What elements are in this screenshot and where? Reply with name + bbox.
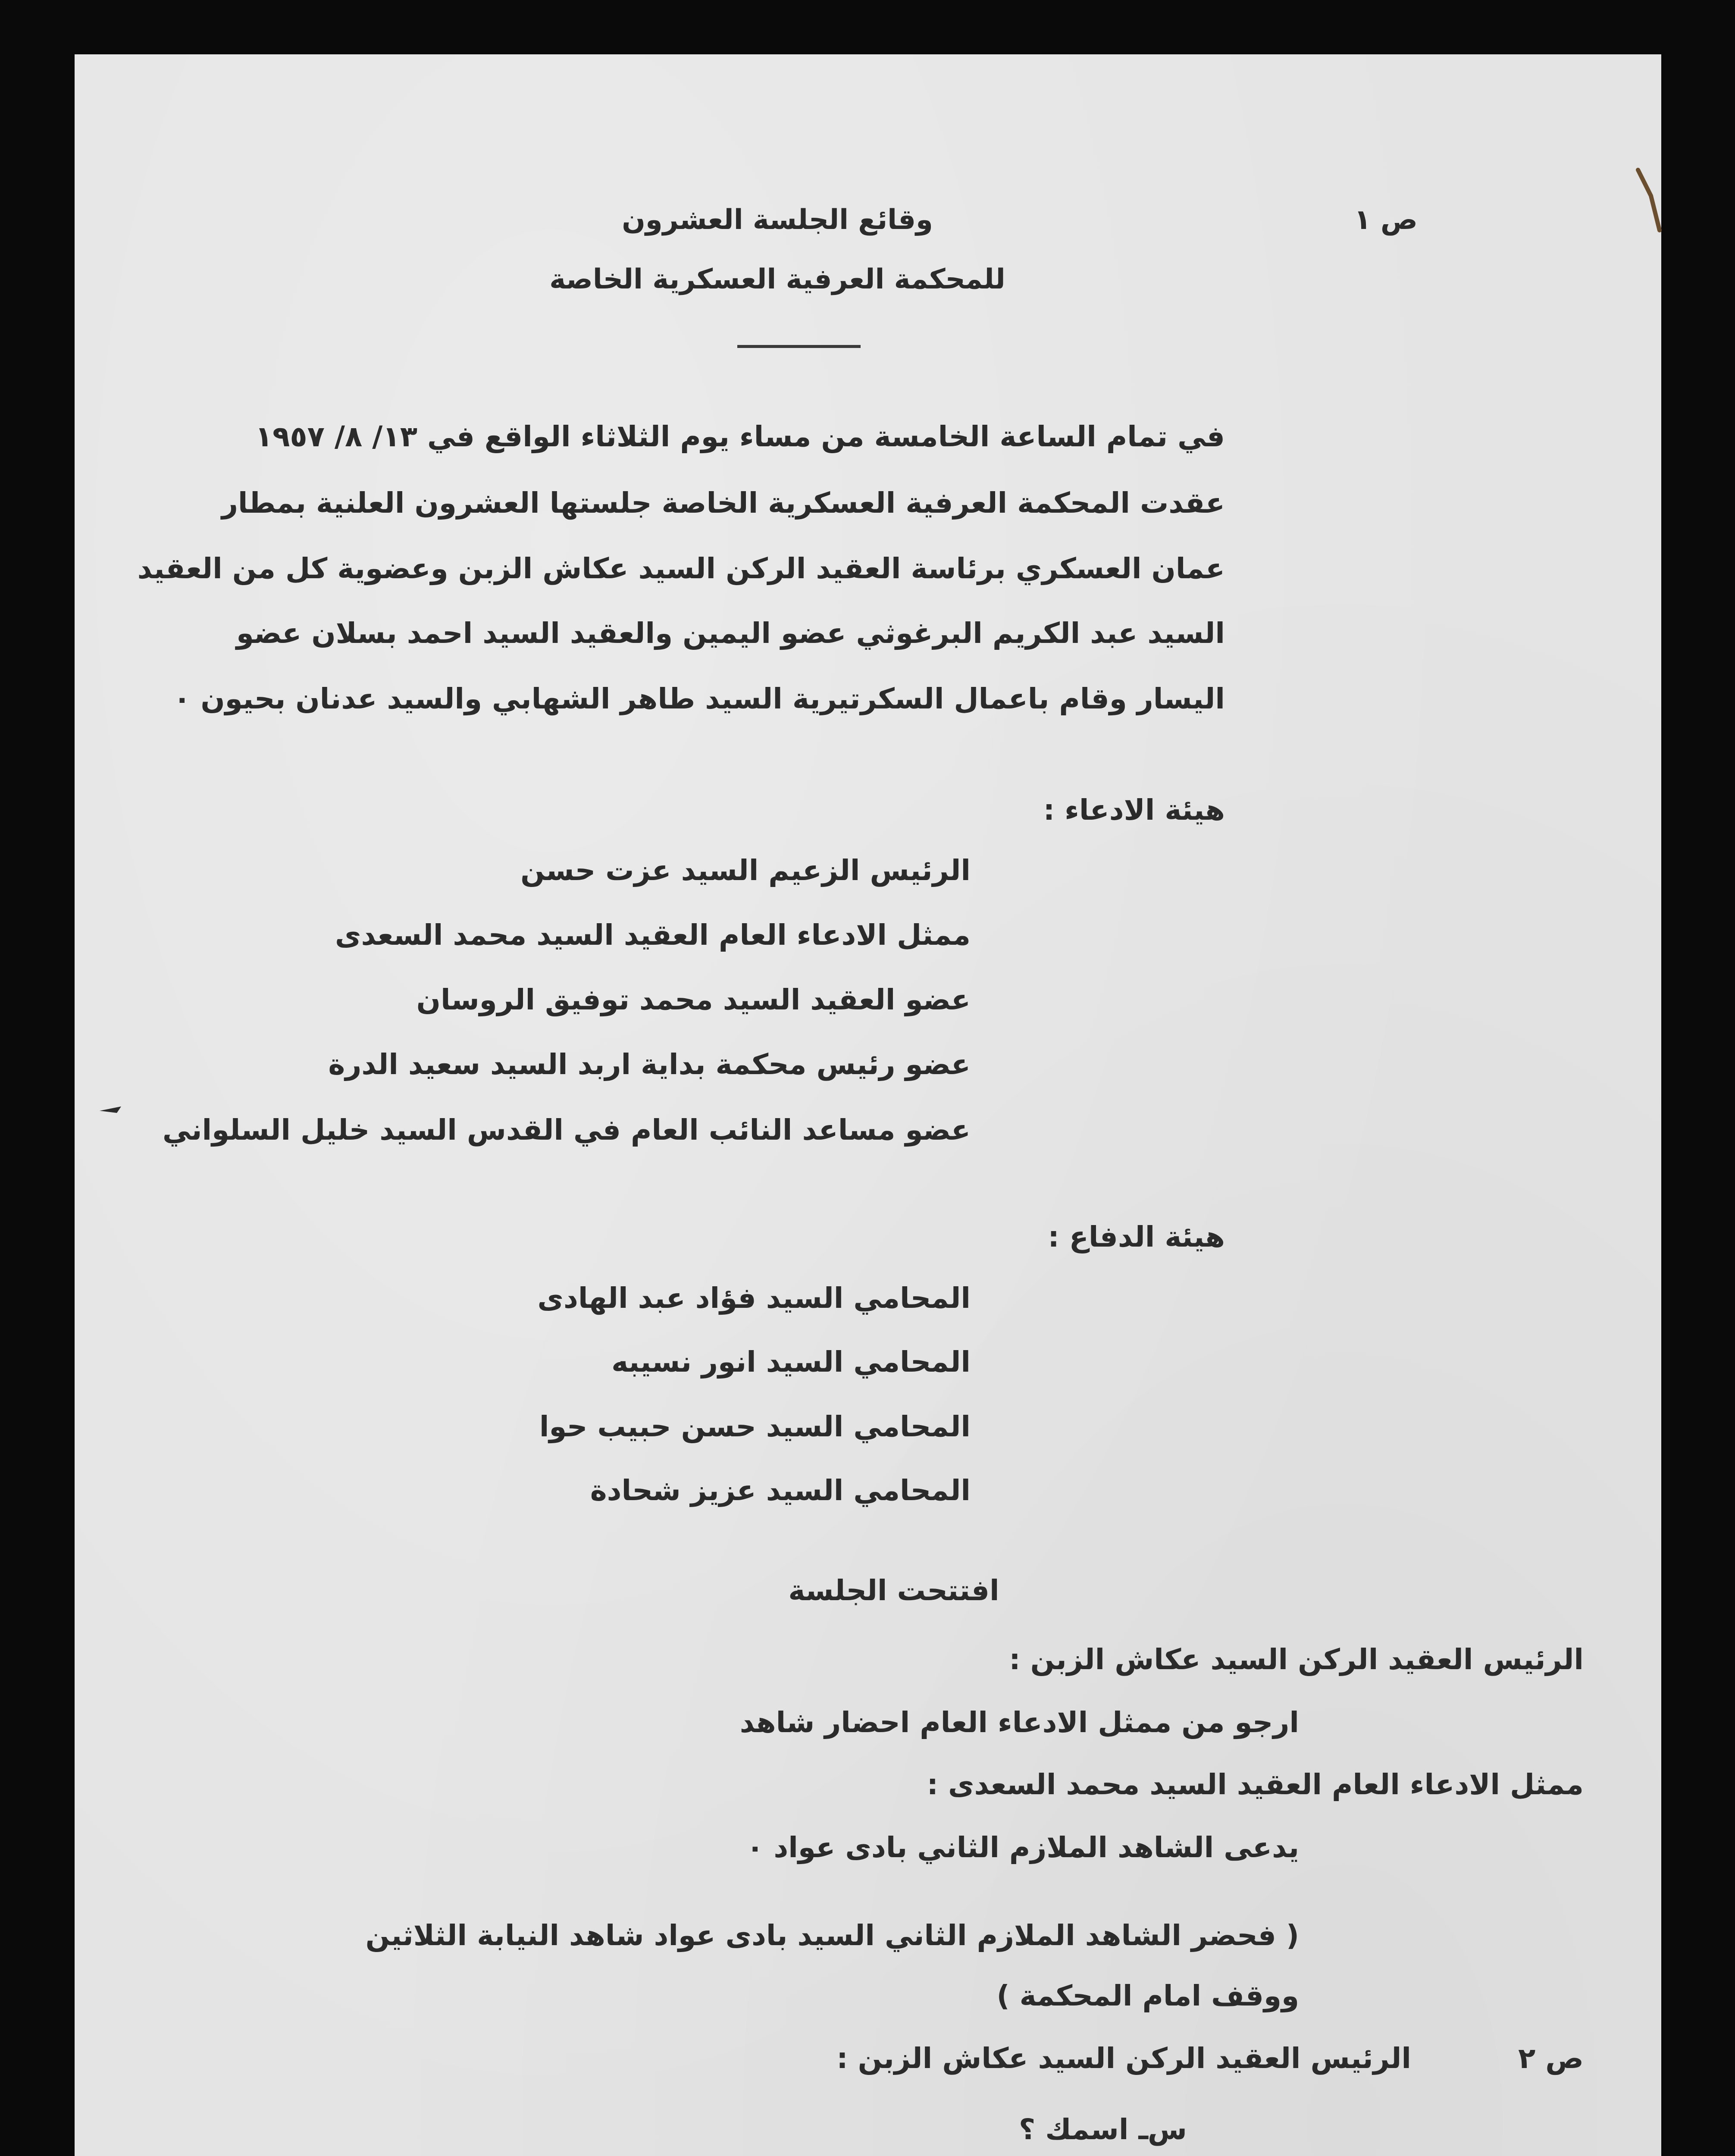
prosecutor-statement-1: يدعى الشاهد الملازم الثاني بادى عواد ٠ [746,1831,1299,1864]
prosecution-heading: هيئة الادعاء : [1043,793,1225,827]
defense-member-3: المحامي السيد حسن حبيب حوا [539,1410,971,1443]
defense-heading: هيئة الدفاع : [1048,1220,1225,1253]
defense-member-4: المحامي السيد عزيز شحادة [590,1474,971,1507]
intro-line-4: السيد عبد الكريم البرغوثي عضو اليمين والعقيد السيد احمد بسلان عضو [236,617,1225,650]
prosecution-member-1: الرئيس الزعيم السيد عزت حسن [520,854,971,887]
title-line-1: وقائع الجلسة العشرون [622,204,933,236]
page-marker-1: ص ١ [1354,204,1418,236]
pencil-mark [1634,166,1664,235]
prosecution-member-4: عضو رئيس محكمة بداية اربد السيد سعيد الدرة [328,1048,971,1081]
defense-member-2: المحامي السيد انور نسيبه [611,1345,971,1379]
document-page [75,54,1661,2156]
prosecution-member-3: عضو العقيد السيد محمد توفيق الروسان [416,983,971,1016]
page-marker-2: ص ٢ [1518,2042,1584,2075]
prosecution-member-5: عضو مساعد النائب العام في القدس السيد خليل السلواني [162,1113,971,1147]
president-speaker-1: الرئيس العقيد الركن السيد عكاش الزبن : [1009,1643,1584,1676]
witness-note-line-1: ( فحضر الشاهد الملازم الثاني السيد بادى عواد شاهد النيابة الثلاثين [365,1919,1299,1952]
margin-arrow-mark [97,1104,123,1117]
qa-text-1: ـ اسمك ؟ [1018,2113,1148,2146]
intro-line-2: عقدت المحكمة العرفية العسكرية الخاصة جلستها العشرون العلنية بمطار [221,486,1225,520]
session-opened-heading: افتتحت الجلسة [788,1574,999,1607]
intro-line-3: عمان العسكري برئاسة العقيد الركن السيد عكاش الزبن وعضوية كل من العقيد [137,552,1225,585]
president-speaker-2: الرئيس العقيد الركن السيد عكاش الزبن : [836,2042,1411,2075]
prosecution-member-2: ممثل الادعاء العام العقيد السيد محمد السعدى [335,918,971,952]
witness-note-line-2: ووقف امام المحكمة ) [996,1979,1299,2012]
title-divider [737,345,861,348]
title-line-2: للمحكمة العرفية العسكرية الخاصة [549,263,1005,295]
defense-member-1: المحامي السيد فؤاد عبد الهادى [537,1282,971,1315]
intro-line-1: في تمام الساعة الخامسة من مساء يوم الثلاثاء الواقع في ١٣/ ٨/ ١٩٥٧ [255,420,1225,453]
president-statement-1: ارجو من ممثل الادعاء العام احضار شاهد [739,1706,1299,1739]
qa-mark-1: س [1147,2113,1187,2146]
prosecutor-speaker-1: ممثل الادعاء العام العقيد السيد محمد السعدى : [927,1768,1584,1801]
intro-line-5: اليسار وقام باعمال السكرتيرية السيد طاهر الشهابي والسيد عدنان بحيون ٠ [173,682,1225,715]
